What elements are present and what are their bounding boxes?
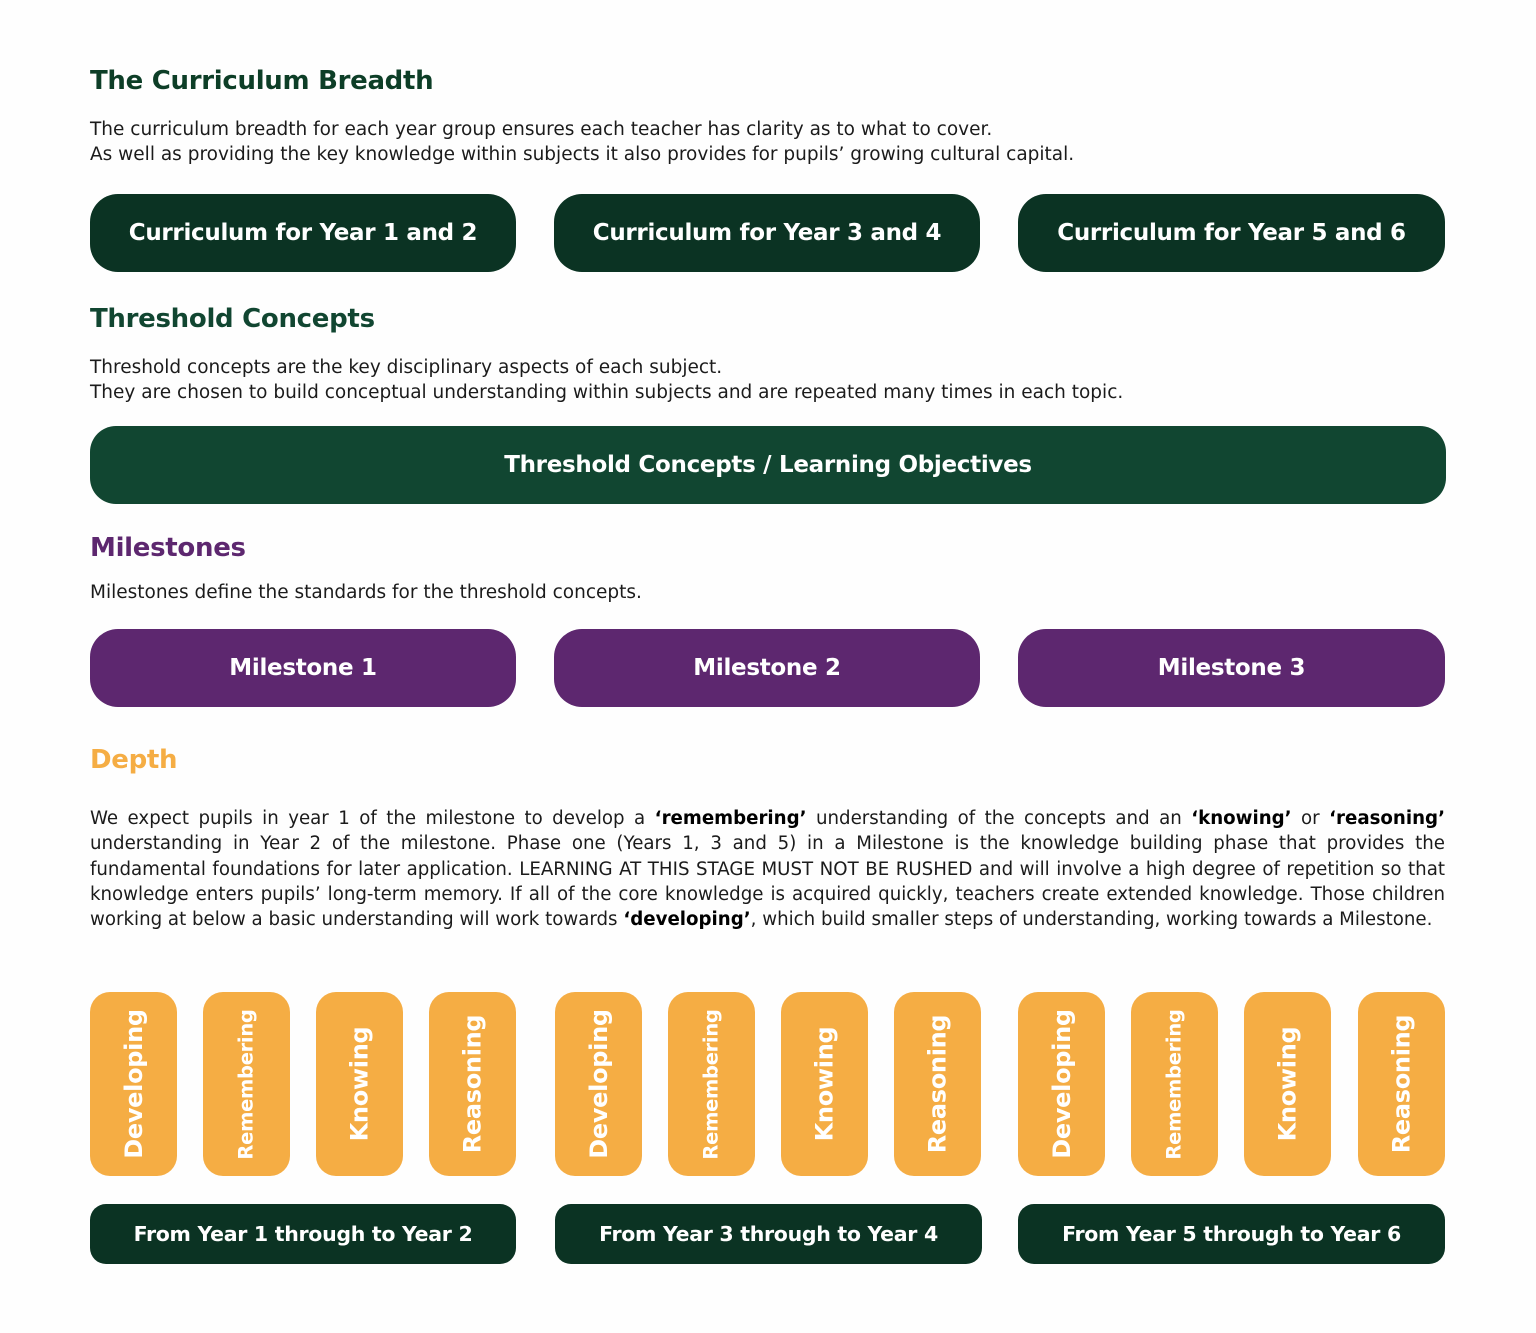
depth-level-developing-group-1[interactable] <box>90 992 177 1176</box>
button-label: From Year 1 through to Year 2 <box>133 1222 473 1246</box>
depth-level-remembering-group-3[interactable] <box>1131 992 1218 1176</box>
milestone-3-button[interactable] <box>1018 629 1445 707</box>
threshold-description-line-1: Threshold concepts are the key disciplinary aspects of each subject. <box>90 357 723 378</box>
curriculum-year-3-4-button[interactable] <box>554 194 980 272</box>
level-label: Knowing <box>810 1026 839 1142</box>
depth-text-segment: or <box>1291 808 1330 829</box>
level-label: Knowing <box>1273 1026 1302 1142</box>
depth-text-segment: We expect pupils in year 1 of the milestone to develop a <box>90 808 655 829</box>
breadth-description-line-2: As well as providing the key knowledge within subjects it also provides for pupils’ growing cultural capital. <box>90 144 1075 165</box>
depth-level-remembering-group-1[interactable] <box>203 992 290 1176</box>
level-label: Developing <box>119 1009 148 1159</box>
milestone-1-button[interactable] <box>90 629 516 707</box>
level-label: Remembering <box>700 1008 724 1160</box>
level-label: Reasoning <box>458 1014 487 1154</box>
level-label: Knowing <box>345 1026 374 1142</box>
emphasis-remembering: ‘remembering’ <box>654 808 807 829</box>
button-label: Curriculum for Year 1 and 2 <box>128 220 478 246</box>
curriculum-breadth-heading: The Curriculum Breadth <box>90 66 434 96</box>
button-label: Curriculum for Year 3 and 4 <box>592 220 942 246</box>
threshold-description-line-2: They are chosen to build conceptual understanding within subjects and are repeated many times in each topic. <box>90 382 1124 403</box>
level-label: Reasoning <box>923 1014 952 1154</box>
button-label: From Year 5 through to Year 6 <box>1062 1222 1401 1246</box>
curriculum-year-1-2-button[interactable] <box>90 194 516 272</box>
button-label: Threshold Concepts / Learning Objectives <box>504 452 1032 478</box>
depth-description <box>90 806 1445 932</box>
depth-level-remembering-group-2[interactable] <box>668 992 755 1176</box>
level-label: Remembering <box>235 1008 259 1160</box>
depth-level-reasoning-group-2[interactable] <box>894 992 981 1176</box>
button-label: Milestone 1 <box>229 655 377 681</box>
button-label: Milestone 2 <box>693 655 841 681</box>
milestones-heading: Milestones <box>90 533 246 563</box>
depth-level-developing-group-2[interactable] <box>555 992 642 1176</box>
range-year-5-6-button[interactable] <box>1018 1204 1445 1264</box>
milestones-description: Milestones define the standards for the threshold concepts. <box>90 582 642 603</box>
depth-level-developing-group-3[interactable] <box>1018 992 1105 1176</box>
depth-level-reasoning-group-1[interactable] <box>429 992 516 1176</box>
depth-level-knowing-group-3[interactable] <box>1244 992 1331 1176</box>
button-label: From Year 3 through to Year 4 <box>599 1222 938 1246</box>
curriculum-year-5-6-button[interactable] <box>1018 194 1445 272</box>
breadth-description-line-1: The curriculum breadth for each year group ensures each teacher has clarity as to what to cover. <box>90 119 993 140</box>
level-label: Remembering <box>1163 1008 1187 1160</box>
range-year-3-4-button[interactable] <box>555 1204 982 1264</box>
button-label: Curriculum for Year 5 and 6 <box>1057 220 1406 246</box>
depth-text-segment: understanding in Year 2 of the milestone. Phase one (Years 1, 3 and 5) in a Milestone is the knowledge building phase that provides the fundamental foundations for later application. LEARNING AT THIS STAGE MUST NOT BE RUSHED and will involve a high degree of repetition so that knowledge enters pupils’ long-term memory. If all of the core knowledge is acquired quickly, teachers create extended knowledge. Those children working at below a basic understanding will work towards <box>90 833 1445 931</box>
emphasis-knowing: ‘knowing’ <box>1191 808 1292 829</box>
milestone-2-button[interactable] <box>554 629 980 707</box>
threshold-concepts-heading: Threshold Concepts <box>90 304 375 334</box>
depth-heading: Depth <box>90 745 178 775</box>
depth-level-reasoning-group-3[interactable] <box>1358 992 1445 1176</box>
threshold-concepts-learning-objectives-button[interactable] <box>90 426 1446 504</box>
level-label: Developing <box>1047 1009 1076 1159</box>
button-label: Milestone 3 <box>1157 655 1306 681</box>
level-label: Developing <box>584 1009 613 1159</box>
depth-text-segment: understanding of the concepts and an <box>806 808 1192 829</box>
level-label: Reasoning <box>1387 1014 1416 1154</box>
emphasis-developing: ‘developing’ <box>623 909 751 931</box>
depth-level-knowing-group-1[interactable] <box>316 992 403 1176</box>
depth-level-knowing-group-2[interactable] <box>781 992 868 1176</box>
emphasis-reasoning: ‘reasoning’ <box>1329 808 1445 829</box>
range-year-1-2-button[interactable] <box>90 1204 516 1264</box>
depth-text-segment: , which build smaller steps of understanding, working towards a Milestone. <box>750 909 1433 931</box>
